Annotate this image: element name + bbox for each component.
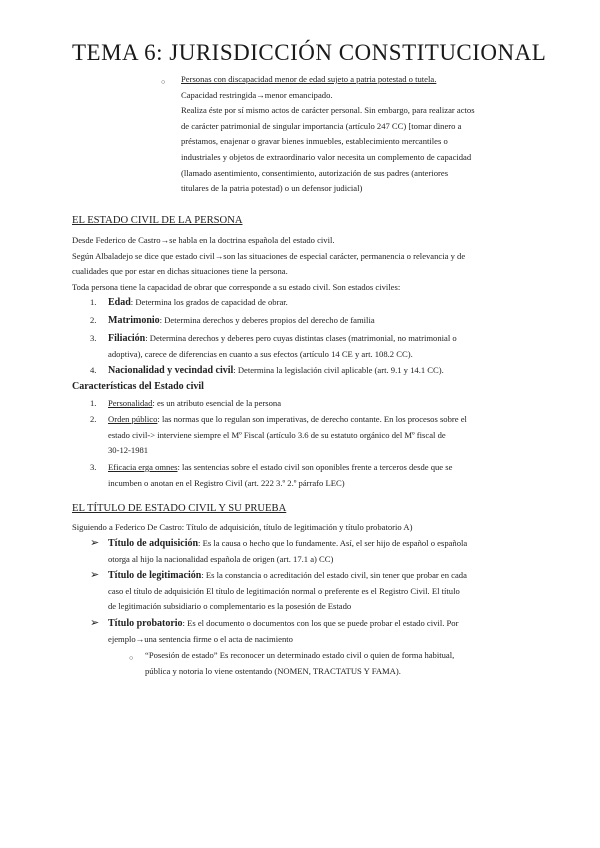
posesion-estado-item (145, 648, 454, 679)
term: Título probatorio (108, 618, 183, 629)
list-number: 1. (90, 398, 97, 408)
paragraph: Según Albaladejo se dice que estado civil→son las situaciones de especial carácter, permanencia o relevancia y de (72, 250, 466, 261)
term-text: caso el título de adquisición El título de legitimación normal o preferente es el Registro Civil. El título (108, 585, 460, 596)
list-item-filiacion (108, 331, 457, 362)
term-text: : Es la constancia o acreditación del estado civil, sin tener que probar en cada (201, 570, 467, 580)
sub-item-text: pública y notoria lo viene ostentando (NOMEN, TRACTATUS Y FAMA). (145, 665, 401, 676)
term: Matrimonio (108, 315, 160, 326)
term: Edad (108, 297, 131, 308)
term-text: : es un atributo esencial de la persona (152, 398, 282, 408)
title-item-probatorio (108, 616, 458, 647)
section-heading-estado-civil: EL ESTADO CIVIL DE LA PERSONA (72, 215, 243, 226)
term: Filiación (108, 333, 146, 344)
top-item-line: Capacidad restringida→menor emancipado. (181, 89, 333, 100)
section1-paragraphs (72, 233, 465, 295)
circle-bullet-icon: ○ (161, 78, 166, 86)
list-number: 1. (90, 297, 97, 307)
term-text: : las sentencias sobre el estado civil son oponibles frente a terceros desde que se (177, 462, 453, 472)
top-item-line: préstamos, enajenar o gravar bienes inmuebles, establecimiento mercantiles o (181, 136, 448, 147)
term: Eficacia erga omnes (108, 462, 178, 472)
term-text: : Es el documento o documentos con los que se puede probar el estado civil. Por (182, 618, 459, 628)
top-item-line: Realiza éste por sí mismo actos de carácter personal. Sin embargo, para realizar actos (181, 105, 475, 116)
top-item (181, 72, 475, 197)
list-item-nacionalidad (108, 363, 444, 379)
term-text: : las normas que lo regulan son imperativas, de derecho contante. En los procesos sobre el (157, 414, 467, 424)
list-number: 4. (90, 365, 97, 375)
top-item-line: (llamado asentimiento, consentimiento, autorización de sus padres (anteriores (181, 167, 449, 178)
paragraph: cualidades que por estar en dichas situaciones tiene la persona. (72, 266, 288, 277)
term-text: adoptiva), carece de diferencias en cuanto a sus efectos (artículo 14 CE y art. 108.2 CC). (108, 348, 413, 359)
arrow-bullet-icon: ➢ (90, 537, 100, 549)
arrow-bullet-icon: ➢ (90, 617, 100, 629)
top-item-line: industriales y objetos de extraordinario valor necesita un complemento de capacidad (181, 151, 472, 162)
term-text: incumben o anotan en el Registro Civil (art. 222 3.º 2.º párrafo LEC) (108, 477, 345, 488)
term: Orden público (108, 414, 158, 424)
term-text: : Determina derechos y deberes propios del derecho de familia (159, 315, 375, 325)
list-item-eficacia (108, 460, 452, 491)
top-item-line: titulares de la patria potestad) o un defensor judicial) (181, 183, 363, 194)
list-number: 3. (90, 462, 97, 472)
title-item-adquisicion (108, 536, 467, 567)
list-number: 2. (90, 414, 97, 424)
section2-intro: Siguiendo a Federico De Castro: Título de adquisición, título de legitimación y título probatorio A) (72, 522, 413, 532)
sub-item-text: “Posesión de estado” Es reconocer un determinado estado civil o quien de forma habitual, (145, 650, 455, 660)
list-item-orden-publico (108, 412, 467, 459)
term: Título de legitimación (108, 570, 202, 581)
top-item-heading: Personas con discapacidad menor de edad sujeto a patria potestad o tutela. (181, 74, 437, 84)
top-item-line: de carácter patrimonial de singular importancia (artículo 247 CC) [tomar dinero a (181, 120, 462, 131)
term-text: : Determina los grados de capacidad de obrar. (130, 297, 288, 307)
list-number: 3. (90, 333, 97, 343)
term: Personalidad (108, 398, 153, 408)
term-text: de legitimación subsidiario o complementario es la posesión de Estado (108, 601, 352, 612)
list-item-matrimonio (108, 313, 375, 329)
term-text: otorga al hijo la nacionalidad española de origen (art. 17.1 a) CC) (108, 553, 334, 564)
characteristics-heading: Características del Estado civil (72, 381, 204, 392)
term-text: : Determina la legislación civil aplicable (art. 9.1 y 14.1 CC). (233, 365, 444, 375)
paragraph: Desde Federico de Castro→se habla en la doctrina española del estado civil. (72, 235, 335, 245)
circle-bullet-icon: ○ (129, 654, 134, 662)
term: Título de adquisición (108, 538, 199, 549)
section-heading-titulo: EL TÍTULO DE ESTADO CIVIL Y SU PRUEBA (72, 503, 287, 514)
arrow-bullet-icon: ➢ (90, 569, 100, 581)
list-item-edad (108, 295, 288, 311)
term-text: ejemplo→una sentencia firme o el acta de nacimiento (108, 633, 293, 644)
page-title: TEMA 6: JURISDICCIÓN CONSTITUCIONAL (72, 40, 547, 65)
term-text: : Determina derechos y deberes pero cuyas distintas clases (matrimonial, no matrimonial o (145, 333, 457, 343)
paragraph: Toda persona tiene la capacidad de obrar que corresponde a su estado civil. Son estados civiles: (72, 281, 401, 292)
term-text: : Es la causa o hecho que lo fundamente. Así, el ser hijo de español o española (198, 538, 468, 548)
list-item-personalidad (108, 396, 281, 412)
title-item-legitimacion (108, 568, 467, 615)
term: Nacionalidad y vecindad civil (108, 365, 234, 376)
list-number: 2. (90, 315, 97, 325)
term-text: estado civil-> interviene siempre el Mº Fiscal (artículo 3.6 de su estatuto orgánico del Mº fiscal de (108, 429, 446, 440)
term-text: 30-12-1981 (108, 445, 149, 456)
